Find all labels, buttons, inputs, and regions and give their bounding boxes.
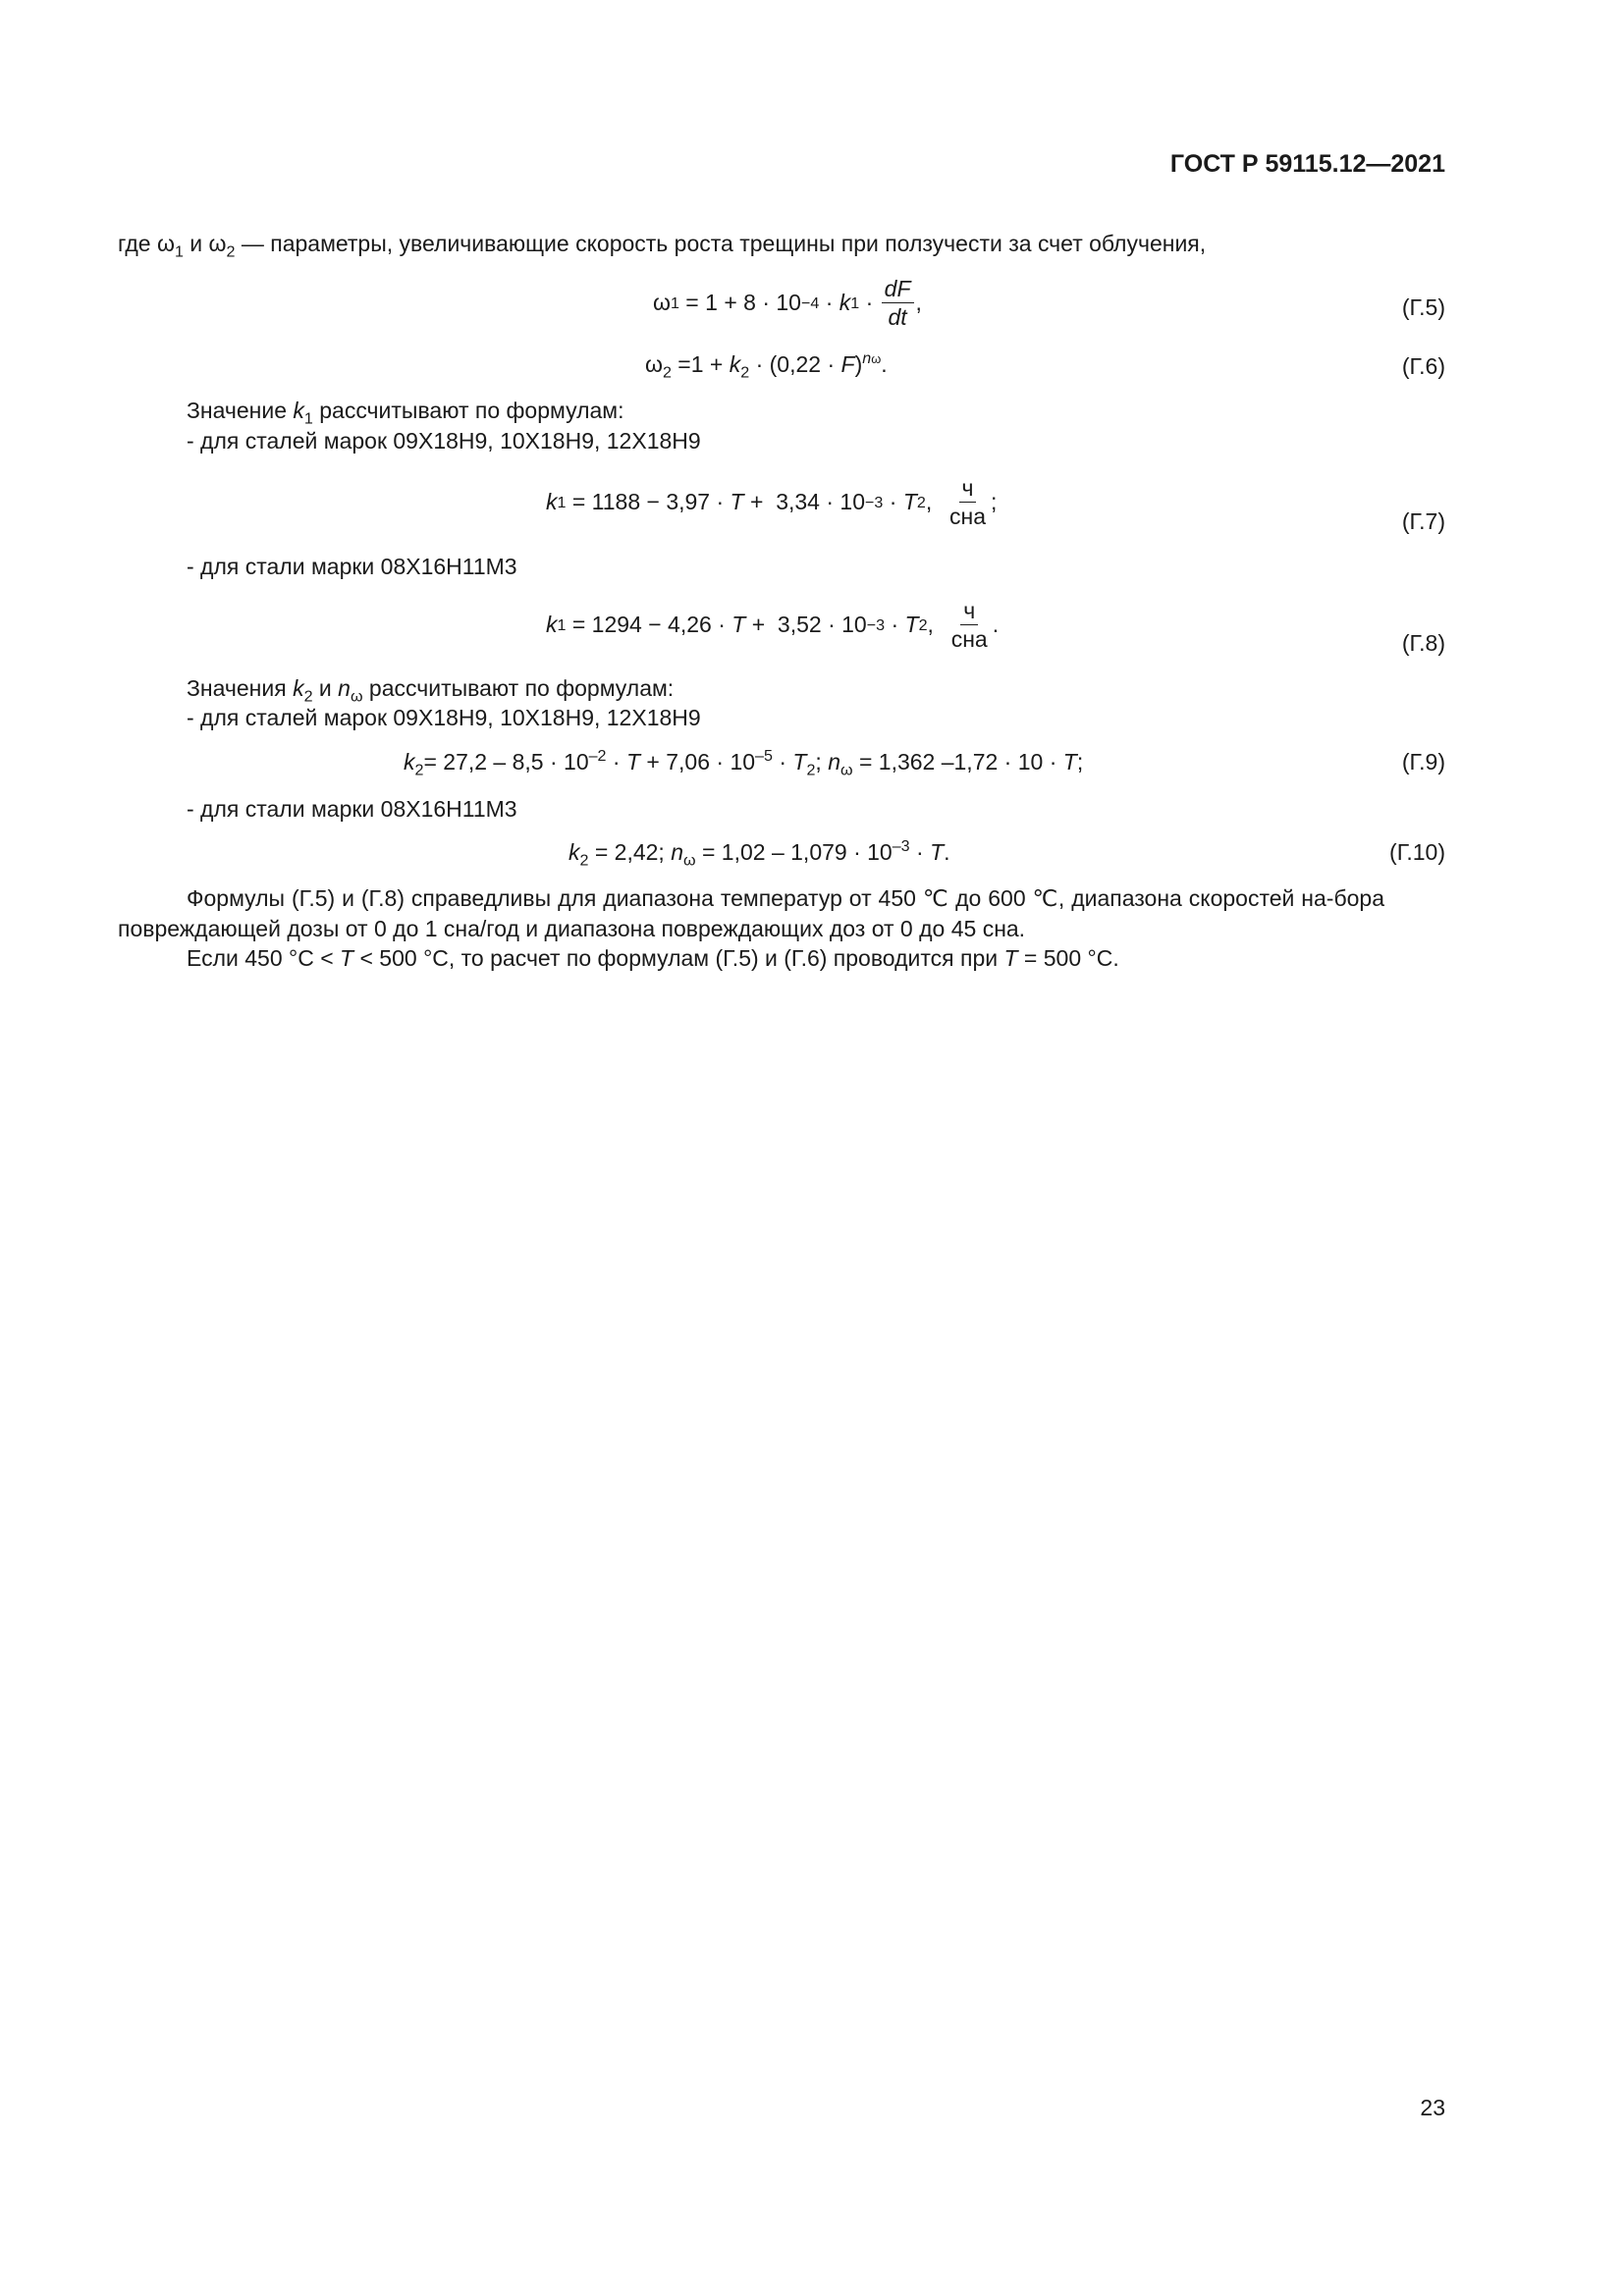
page-number: 23 bbox=[1420, 2095, 1445, 2120]
k1-intro: Значение $k_1$ рассчитывают по формулам: bbox=[187, 398, 624, 428]
k2-intro: Значения $k_2$ и $n_\omega$ рассчитывают по формулам: bbox=[187, 675, 675, 706]
equation-g5: ω 1 = 1 + 8 · 10 −4 · k 1 · $\frac{dF}{dt}$ , bbox=[653, 276, 922, 330]
fraction-dF-dt: $\frac{dF}{dt}$ bbox=[882, 276, 914, 330]
equation-g6: $\omega_2 =1 + k_2 \cdot (0,22 \cdot F)^{n\omega}$. bbox=[645, 349, 888, 382]
equation-number-g10: (Г.10) bbox=[1389, 839, 1445, 865]
fraction-h-per-dpa: $\frac{ч}{\text{сна}}$ bbox=[950, 598, 988, 652]
equation-g9: $k_2= 27,2 - 8,5 \cdot 10^{-2} \cdot T + 7,06 \cdot 10^{-5} \cdot T_2$; $n_\omega = 1,362$ –1,72 · 10 · T; bbox=[404, 747, 1084, 779]
fraction-h-per-dpa: $\frac{ч}{\text{сна}}$ bbox=[949, 475, 986, 529]
intro-line: где $\omega_1$ и $\omega_2$ — параметры, увеличивающие скорость роста трещины при ползучести за счет облучения, bbox=[118, 231, 1207, 261]
equation-number-g6: (Г.6) bbox=[1401, 353, 1445, 379]
equation-number-g7: (Г.7) bbox=[1401, 508, 1445, 534]
condition-paragraph: Если 450 °С < T < 500 °С, то расчет по формулам (Г.5) и (Г.6) проводится при T = 500 °С. bbox=[187, 945, 1119, 971]
equation-number-g9: (Г.9) bbox=[1401, 749, 1445, 774]
equation-g8: k 1 = 1294 − 4,26 · T + 3,52 · 10 −3 · T 2 , $\frac{ч}{\text{сна}}$ . bbox=[546, 598, 1000, 652]
steel-grade-line-4: - для стали марки 08Х16Н11М3 bbox=[187, 796, 517, 822]
steel-grades-line-3: - для сталей марок 09Х18Н9, 10Х18Н9, 12Х18Н9 bbox=[187, 705, 701, 730]
steel-grades-line-1: - для сталей марок 09Х18Н9, 10Х18Н9, 12Х18Н9 bbox=[187, 428, 701, 454]
equation-g7: k 1 = 1188 − 3,97 · T + 3,34 · 10 −3 · T 2 , $\frac{ч}{\text{сна}}$ ; bbox=[546, 475, 998, 529]
validity-paragraph: Формулы (Г.5) и (Г.8) справедливы для диапазона температур от 450 ℃ до 600 ℃, диапазона скоростей на-бора повреждающей дозы от 0 до 1 сна/год и диапазона повреждающих доз от 0 до 45 сна. bbox=[118, 885, 1384, 941]
equation-number-g5: (Г.5) bbox=[1401, 294, 1445, 320]
document-header: ГОСТ Р 59115.12—2021 bbox=[1169, 150, 1445, 178]
equation-g10: $k_2 = 2,42$; $n_\omega = 1,02 - 1,079 \cdot 10^{-3} \cdot T$. bbox=[568, 837, 950, 870]
equation-number-g8: (Г.8) bbox=[1401, 630, 1445, 656]
steel-grade-line-2: - для стали марки 08Х16Н11М3 bbox=[187, 554, 517, 579]
